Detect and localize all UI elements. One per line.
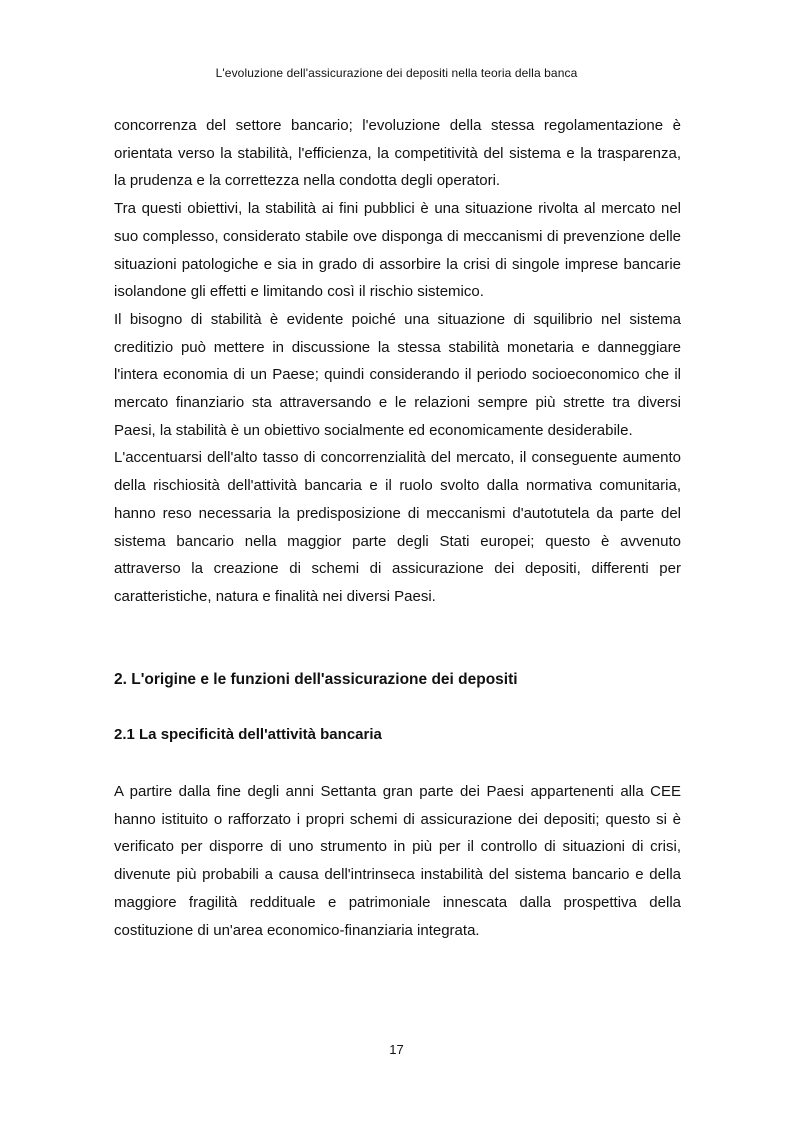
section-paragraph: A partire dalla fine degli anni Settanta gran parte dei Paesi appartenenti alla CEE hanno istituito o rafforzato i propri schemi di assicurazione dei depositi; questo si è verificato per disporre di uno strumento in più per il controllo di situazioni di crisi, divenute più probabili a causa dell'intrinseca instabilità del sistema bancario e della maggiore fragilità reddituale e patrimoniale innescata dalla prospettiva della costituzione di un'area economico-finanziaria integrata. [114,783,681,939]
body-paragraph-2: Tra questi obiettivi, la stabilità ai fini pubblici è una situazione rivolta al mercato nel suo complesso, considerato stabile ove disponga di meccanismi di prevenzione delle situazioni patologiche e sia in grado di assorbire la crisi di singole imprese bancarie isolandone gli effetti e limitando così il rischio sistemico. [114,200,681,301]
body-paragraph-1: concorrenza del settore bancario; l'evoluzione della stessa regolamentazione è orientata verso la stabilità, l'efficienza, la competitività del sistema e la trasparenza, la prudenza e la correttezza nella condotta degli operatori. [114,117,681,190]
section-heading: 2. L'origine e le funzioni dell'assicurazione dei depositi [114,670,518,688]
body-paragraph-3: Il bisogno di stabilità è evidente poiché una situazione di squilibrio nel sistema creditizio può mettere in discussione la stessa stabilità monetaria e danneggiare l'intera economia di un Paese; quindi considerando il periodo socioeconomico che il mercato finanziario sta attraversando e le relazioni sempre più strette tra diversi Paesi, la stabilità è un obiettivo socialmente ed economicamente desiderabile. [114,310,681,439]
body-paragraph-4: L'accentuarsi dell'alto tasso di concorrenzialità del mercato, il conseguente aumento della rischiosità dell'attività bancaria e il ruolo svolto dalla normativa comunitaria, hanno reso necessaria la predisposizione di meccanismi d'autotutela da parte del sistema bancario nella maggior parte degli Stati europei; questo è avvenuto attraverso la creazione di schemi di assicurazione dei depositi, differenti per caratteristiche, natura e finalità nei diversi Paesi. [114,449,681,605]
page-number: 17 [389,1042,404,1057]
page-body [114,112,681,944]
running-header: L'evoluzione dell'assicurazione dei depositi nella teoria della banca [215,66,578,80]
subsection-heading: 2.1 La specificità dell'attività bancaria [114,726,382,744]
